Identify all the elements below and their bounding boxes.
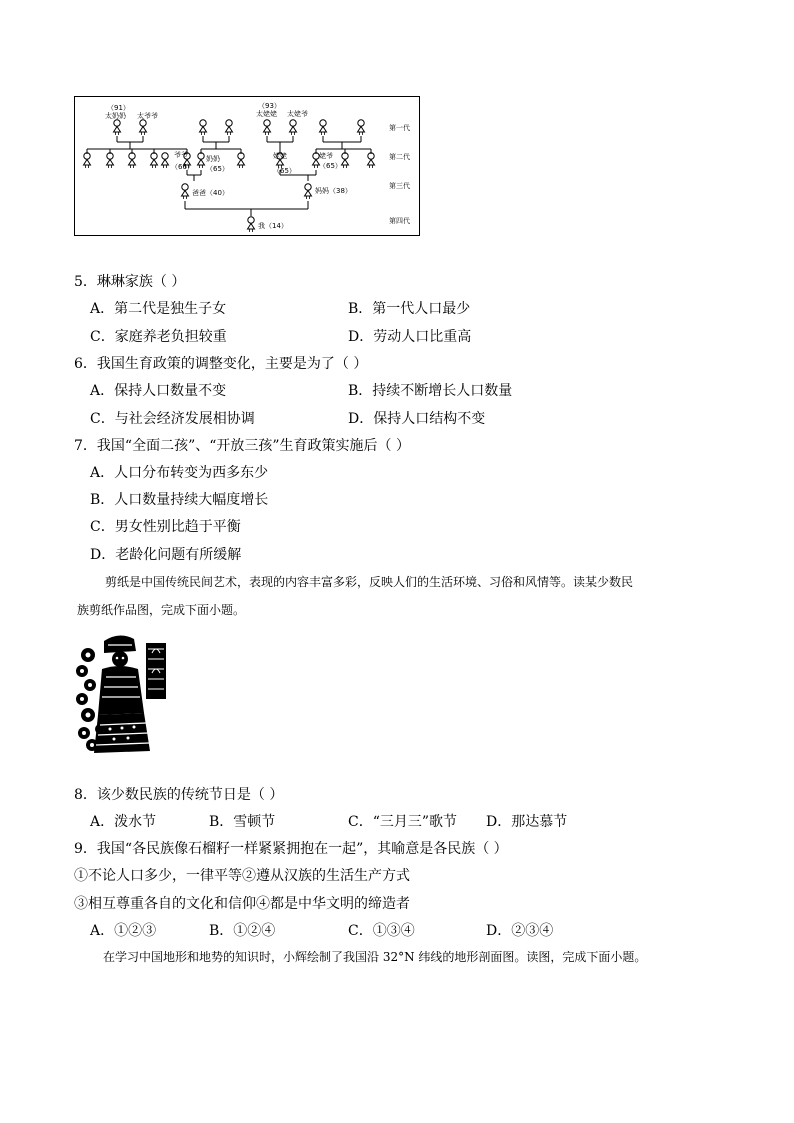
generation-label: 第四代	[389, 217, 410, 225]
dad-icon	[182, 184, 189, 199]
papercut-intro-line2: 族剪纸作品图，完成下面小题。	[77, 603, 246, 617]
person-icon	[162, 153, 169, 168]
mom-icon	[305, 184, 312, 199]
question-9-statement-2: ③相互尊重各自的文化和信仰④都是中华文明的缔造者	[74, 896, 410, 912]
grandma-age: （65）	[206, 165, 229, 173]
question-9-option-a[interactable]: A．①②③	[90, 923, 157, 939]
person-icon	[129, 153, 136, 168]
question-6-option-c[interactable]: C．与社会经济发展相协调	[90, 411, 255, 427]
question-8-option-a[interactable]: A．泼水节	[90, 814, 157, 830]
person-icon	[342, 153, 349, 168]
person-icon	[114, 120, 121, 135]
person-icon	[358, 120, 365, 135]
person-icon	[238, 153, 245, 168]
question-6-stem: 6．我国生育政策的调整变化，主要是为了（ ）	[74, 356, 368, 372]
person-icon	[320, 120, 327, 135]
great-grandma-maternal-age: （93）	[258, 102, 281, 110]
papercut-figure-image	[74, 633, 168, 757]
grandpa-maternal-age: （65）	[319, 162, 342, 170]
papercut-intro-line1: 剪纸是中国传统民间艺术，表现的内容丰富多彩，反映人们的生活环境、习俗和风情等。读某少数民	[105, 575, 634, 589]
great-grandpa-maternal-label: 太姥爷	[287, 110, 308, 118]
question-9-stem: 9．我国“各民族像石榴籽一样紧紧拥抱在一起”，其喻意是各民族（ ）	[74, 841, 508, 857]
question-5-option-b[interactable]: B．第一代人口最少	[348, 301, 471, 317]
question-6-option-d[interactable]: D．保持人口结构不变	[348, 411, 486, 427]
question-7-option-d[interactable]: D．老龄化问题有所缓解	[90, 547, 242, 563]
question-7-option-b[interactable]: B．人口数量持续大幅度增长	[90, 492, 269, 508]
grandpa-label: 爷爷	[174, 151, 188, 159]
question-8-option-b[interactable]: B．雪顿节	[209, 814, 276, 830]
me-icon	[248, 217, 255, 232]
question-9-statement-1: ①不论人口多少，一律平等②遵从汉族的生活生产方式	[74, 868, 410, 884]
person-icon	[107, 153, 114, 168]
grandpa-maternal-label: 姥爷	[319, 152, 333, 160]
generation-label: 第三代	[389, 182, 410, 190]
question-5-option-c[interactable]: C．家庭养老负担较重	[90, 329, 227, 345]
great-grandpa-label: 太爷爷	[137, 112, 158, 120]
family-tree-figure	[74, 96, 420, 236]
person-icon	[84, 153, 91, 168]
question-7-option-a[interactable]: A．人口分布转变为西多东少	[90, 465, 269, 481]
question-7-option-c[interactable]: C．男女性别比趋于平衡	[90, 519, 241, 535]
person-icon	[140, 120, 147, 135]
person-icon	[290, 120, 297, 135]
great-grandma-maternal-label: 太姥姥	[256, 110, 277, 118]
question-5-option-d[interactable]: D．劳动人口比重高	[348, 329, 472, 345]
question-8-option-c[interactable]: C．“三月三”歌节	[348, 814, 458, 830]
question-6-option-a[interactable]: A．保持人口数量不变	[90, 383, 227, 399]
grandma-maternal-label: 姥姥	[273, 152, 287, 160]
mom-label: 妈妈（38）	[315, 187, 352, 195]
person-icon	[151, 153, 158, 168]
great-grandma-label: 太奶奶	[105, 112, 126, 120]
person-icon	[264, 120, 271, 135]
question-5-option-a[interactable]: A．第二代是独生子女	[90, 301, 227, 317]
question-8-stem: 8．该少数民族的传统节日是（ ）	[74, 787, 284, 803]
terrain-intro: 在学习中国地形和地势的知识时，小辉绘制了我国沿 32°N 纬线的地形剖面图。读图，完成下面小题。	[103, 950, 647, 964]
question-6-option-b[interactable]: B．持续不断增长人口数量	[348, 383, 513, 399]
question-9-option-d[interactable]: D．②③④	[486, 923, 554, 939]
question-9-option-b[interactable]: B．①②④	[209, 923, 276, 939]
grandma-label: 奶奶	[206, 155, 220, 163]
grandma-icon	[198, 153, 205, 168]
person-icon	[368, 153, 375, 168]
question-5-stem: 5．琳琳家族（ ）	[74, 274, 186, 290]
question-7-stem: 7．我国“全面二孩”、“开放三孩”生育政策实施后（ ）	[74, 438, 410, 454]
great-grandma-age: （91）	[107, 104, 130, 112]
person-icon	[200, 120, 207, 135]
question-8-option-d[interactable]: D．那达慕节	[486, 814, 568, 830]
generation-label: 第一代	[389, 124, 410, 132]
dad-label: 爸爸（40）	[192, 189, 229, 197]
family-tree-diagram	[75, 97, 421, 237]
person-icon	[226, 120, 233, 135]
grandpa-age: （66）	[171, 163, 194, 171]
grandma-maternal-age: （65）	[273, 167, 296, 175]
me-label: 我（14）	[258, 222, 288, 230]
generation-label: 第二代	[389, 153, 410, 161]
question-9-option-c[interactable]: C．①③④	[348, 923, 415, 939]
